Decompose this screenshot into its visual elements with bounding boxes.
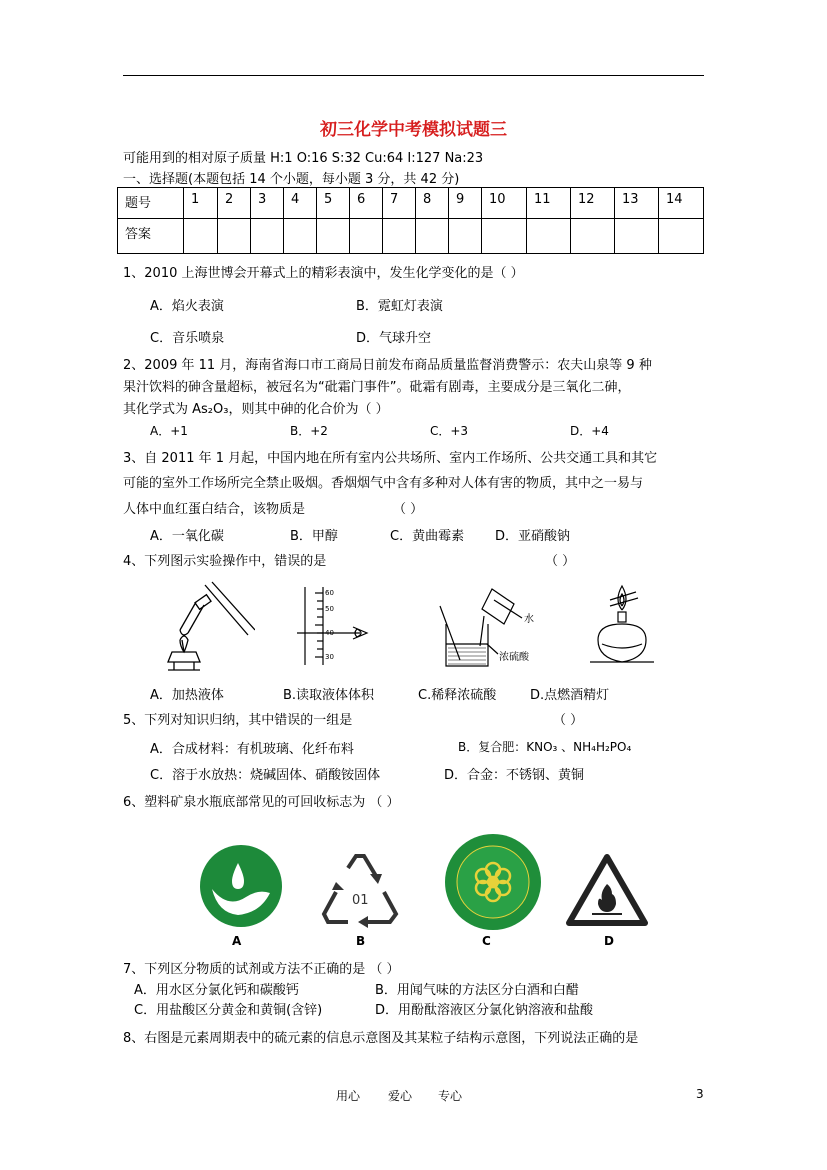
table-cell: 10: [482, 188, 527, 219]
table-cell: 4: [284, 188, 317, 219]
question-1-option-d: D．气球升空: [356, 331, 432, 346]
question-5-option-a: A．合成材料：有机玻璃、化纤布料: [150, 742, 354, 757]
table-cell: 12: [571, 188, 615, 219]
answer-cell: [571, 219, 615, 254]
answer-table: [117, 187, 704, 254]
question-3-option-a: A．一氧化碳: [150, 529, 224, 544]
table-cell: 9: [449, 188, 482, 219]
question-1-option-c: C．音乐喷泉: [150, 331, 225, 346]
table-row: [118, 219, 704, 254]
answer-cell: [383, 219, 416, 254]
question-2-line-1: 2、2009 年 11 月，海南省海口市工商局日前发布商品质量监督消费警示：农夫山泉等 9 种: [123, 358, 652, 373]
table-cell: 3: [251, 188, 284, 219]
question-4-option-a: A．加热液体: [150, 688, 224, 703]
alcohol-lamp-figure: [580, 582, 660, 668]
table-cell: 11: [527, 188, 571, 219]
answer-cell: [482, 219, 527, 254]
question-4-option-d: D.点燃酒精灯: [530, 688, 610, 703]
question-7-option-c: C．用盐酸区分黄金和黄铜(含锌): [134, 1003, 323, 1018]
reading-volume-figure: [295, 585, 375, 667]
answer-cell: [284, 219, 317, 254]
table-cell: 6: [350, 188, 383, 219]
question-5-paren: （ ）: [553, 713, 584, 728]
table-cell: 2: [218, 188, 251, 219]
answer-cell: [449, 219, 482, 254]
answer-cell: [416, 219, 449, 254]
question-3-option-b: B．甲醇: [290, 529, 338, 544]
logo-label-d: D: [604, 934, 614, 948]
question-3-option-d: D．亚硝酸钠: [495, 529, 571, 544]
acid-label: 浓硫酸: [499, 652, 529, 663]
question-2-line-3: 其化学式为 As₂O₃，则其中砷的化合价为（ ）: [123, 402, 389, 417]
page-title: 初三化学中考模拟试题三: [320, 120, 507, 140]
tick-label-60: 60: [325, 589, 334, 597]
question-7-stem: 7、下列区分物质的试剂或方法不正确的是 （ ）: [123, 962, 400, 977]
table-header-cell: 答案: [118, 219, 184, 254]
question-3-line-2: 可能的室外工作场所完全禁止吸烟。香烟烟气中含有多种对人体有害的物质，其中之一易与: [123, 476, 644, 491]
question-1-option-b: B．霓虹灯表演: [356, 299, 443, 314]
question-6-stem: 6、塑料矿泉水瓶底部常见的可回收标志为 （ ）: [123, 795, 400, 810]
table-cell: 8: [416, 188, 449, 219]
tick-label-30: 30: [325, 653, 334, 661]
water-saving-logo: [198, 843, 284, 929]
answer-cell: [350, 219, 383, 254]
question-2-option-b: B．+2: [290, 424, 328, 438]
question-7-option-b: B．用闻气味的方法区分白酒和白醋: [375, 983, 579, 998]
answer-cell: [615, 219, 659, 254]
tick-label-40: 40: [325, 629, 334, 637]
flammable-warning-icon: [566, 854, 648, 926]
table-header-cell: 题号: [118, 188, 184, 219]
answer-cell: [218, 219, 251, 254]
question-5-stem: 5、下列对知识归纳，其中错误的一组是: [123, 713, 353, 728]
page-number: 3: [696, 1087, 704, 1101]
footer-word-1: 用心: [336, 1089, 361, 1103]
question-4-option-b: B.读取液体体积: [283, 688, 375, 703]
answer-cell: [527, 219, 571, 254]
green-food-logo: [443, 832, 543, 932]
question-3-option-c: C．黄曲霉素: [390, 529, 465, 544]
question-7-option-a: A．用水区分氯化钙和碳酸钙: [134, 983, 299, 998]
diluting-acid-figure: [432, 584, 542, 670]
question-4-option-c: C.稀释浓硫酸: [418, 688, 497, 703]
table-cell: 5: [317, 188, 350, 219]
header-rule: [123, 75, 704, 76]
logo-label-c: C: [482, 934, 491, 948]
question-2-option-c: C．+3: [430, 424, 469, 438]
logo-label-a: A: [232, 934, 242, 948]
question-3-line-3: 人体中血红蛋白结合，该物质是: [123, 502, 306, 517]
question-1-stem: 1、2010 上海世博会开幕式上的精彩表演中，发生化学变化的是（ ）: [123, 266, 524, 281]
recycle-icon: [318, 852, 402, 930]
answer-cell: [251, 219, 284, 254]
question-5-option-b: B．复合肥：KNO₃ 、NH₄H₂PO₄: [458, 740, 632, 754]
footer-word-2: 爱心: [388, 1089, 413, 1103]
tick-label-50: 50: [325, 605, 334, 613]
answer-cell: [317, 219, 350, 254]
water-label: 水: [524, 614, 534, 625]
question-4-paren: （ ）: [545, 554, 576, 569]
question-3-paren: （ ）: [393, 502, 424, 517]
table-cell: 1: [184, 188, 218, 219]
heating-liquid-figure: [160, 580, 255, 672]
table-cell: 7: [383, 188, 416, 219]
table-cell: 13: [615, 188, 659, 219]
answer-cell: [659, 219, 704, 254]
question-2-line-2: 果汁饮料的砷含量超标，被冠名为“砒霜门事件”。砒霜有剧毒，主要成分是三氧化二砷，: [123, 380, 631, 395]
answer-cell: [184, 219, 218, 254]
table-cell: 14: [659, 188, 704, 219]
footer-word-3: 专心: [438, 1089, 463, 1103]
question-3-line-1: 3、自 2011 年 1 月起，中国内地在所有室内公共场所、室内工作场所、公共交通工具和其它: [123, 451, 658, 466]
question-1-option-a: A．焰火表演: [150, 299, 224, 314]
question-2-option-a: A．+1: [150, 424, 188, 438]
table-row: [118, 188, 704, 219]
section-heading: 一、选择题(本题包括 14 个小题，每小题 3 分，共 42 分): [123, 172, 460, 187]
logo-label-b: B: [356, 934, 366, 948]
question-7-option-d: D．用酚酞溶液区分氯化钠溶液和盐酸: [375, 1003, 594, 1018]
atomic-masses: 可能用到的相对原子质量 H:1 O:16 S:32 Cu:64 I:127 Na:23: [123, 151, 484, 166]
recycle-number: 01: [352, 893, 369, 908]
question-2-option-d: D．+4: [570, 424, 609, 438]
question-8-stem: 8、右图是元素周期表中的硫元素的信息示意图及其某粒子结构示意图，下列说法正确的是: [123, 1031, 639, 1046]
question-4-stem: 4、下列图示实验操作中，错误的是: [123, 554, 327, 569]
question-5-option-c: C．溶于水放热：烧碱固体、硝酸铵固体: [150, 768, 381, 783]
question-5-option-d: D．合金：不锈钢、黄铜: [444, 768, 585, 783]
